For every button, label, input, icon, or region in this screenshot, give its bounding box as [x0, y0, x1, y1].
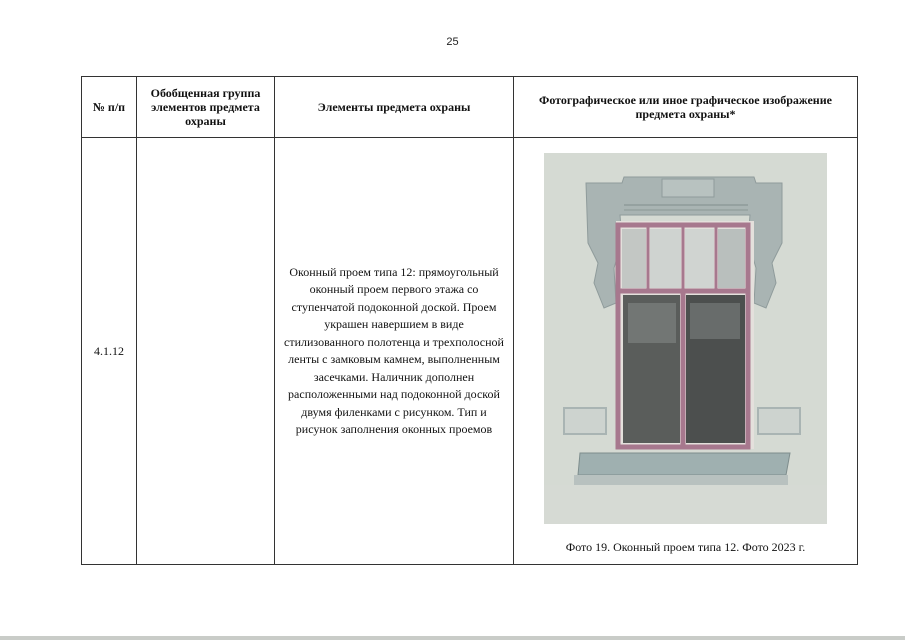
header-elements: Элементы предмета охраны — [275, 77, 514, 138]
row-group — [137, 138, 275, 565]
page-number: 25 — [446, 36, 459, 48]
table-row — [82, 138, 858, 565]
row-number: 4.1.12 — [82, 138, 137, 565]
row-description: Оконный проем типа 12: прямоугольный оконный проем первого этажа со ступенчатой подоконной доской. Проем украшен навершием в виде стилизованного полотенца и трехполосной ленты с замковым камнем, выполненным засечками. Наличник дополнен расположенными над подоконной доской двумя филенками с рисунком. Тип и рисунок заполнения оконных проемов — [275, 138, 514, 565]
photo-caption: Фото 19. Оконный проем типа 12. Фото 2023 г. — [565, 540, 806, 554]
header-group: Обобщенная группа элементов предмета охраны — [137, 77, 275, 138]
row-photo-cell — [514, 138, 858, 565]
header-photo: Фотографическое или иное графическое изображение предмета охраны* — [514, 77, 858, 138]
protection-table — [81, 76, 858, 565]
header-num: № п/п — [82, 77, 137, 138]
scan-edge — [0, 636, 905, 640]
window-photo-image — [544, 153, 827, 524]
window-photo — [544, 153, 827, 524]
table-header-row — [82, 77, 858, 138]
